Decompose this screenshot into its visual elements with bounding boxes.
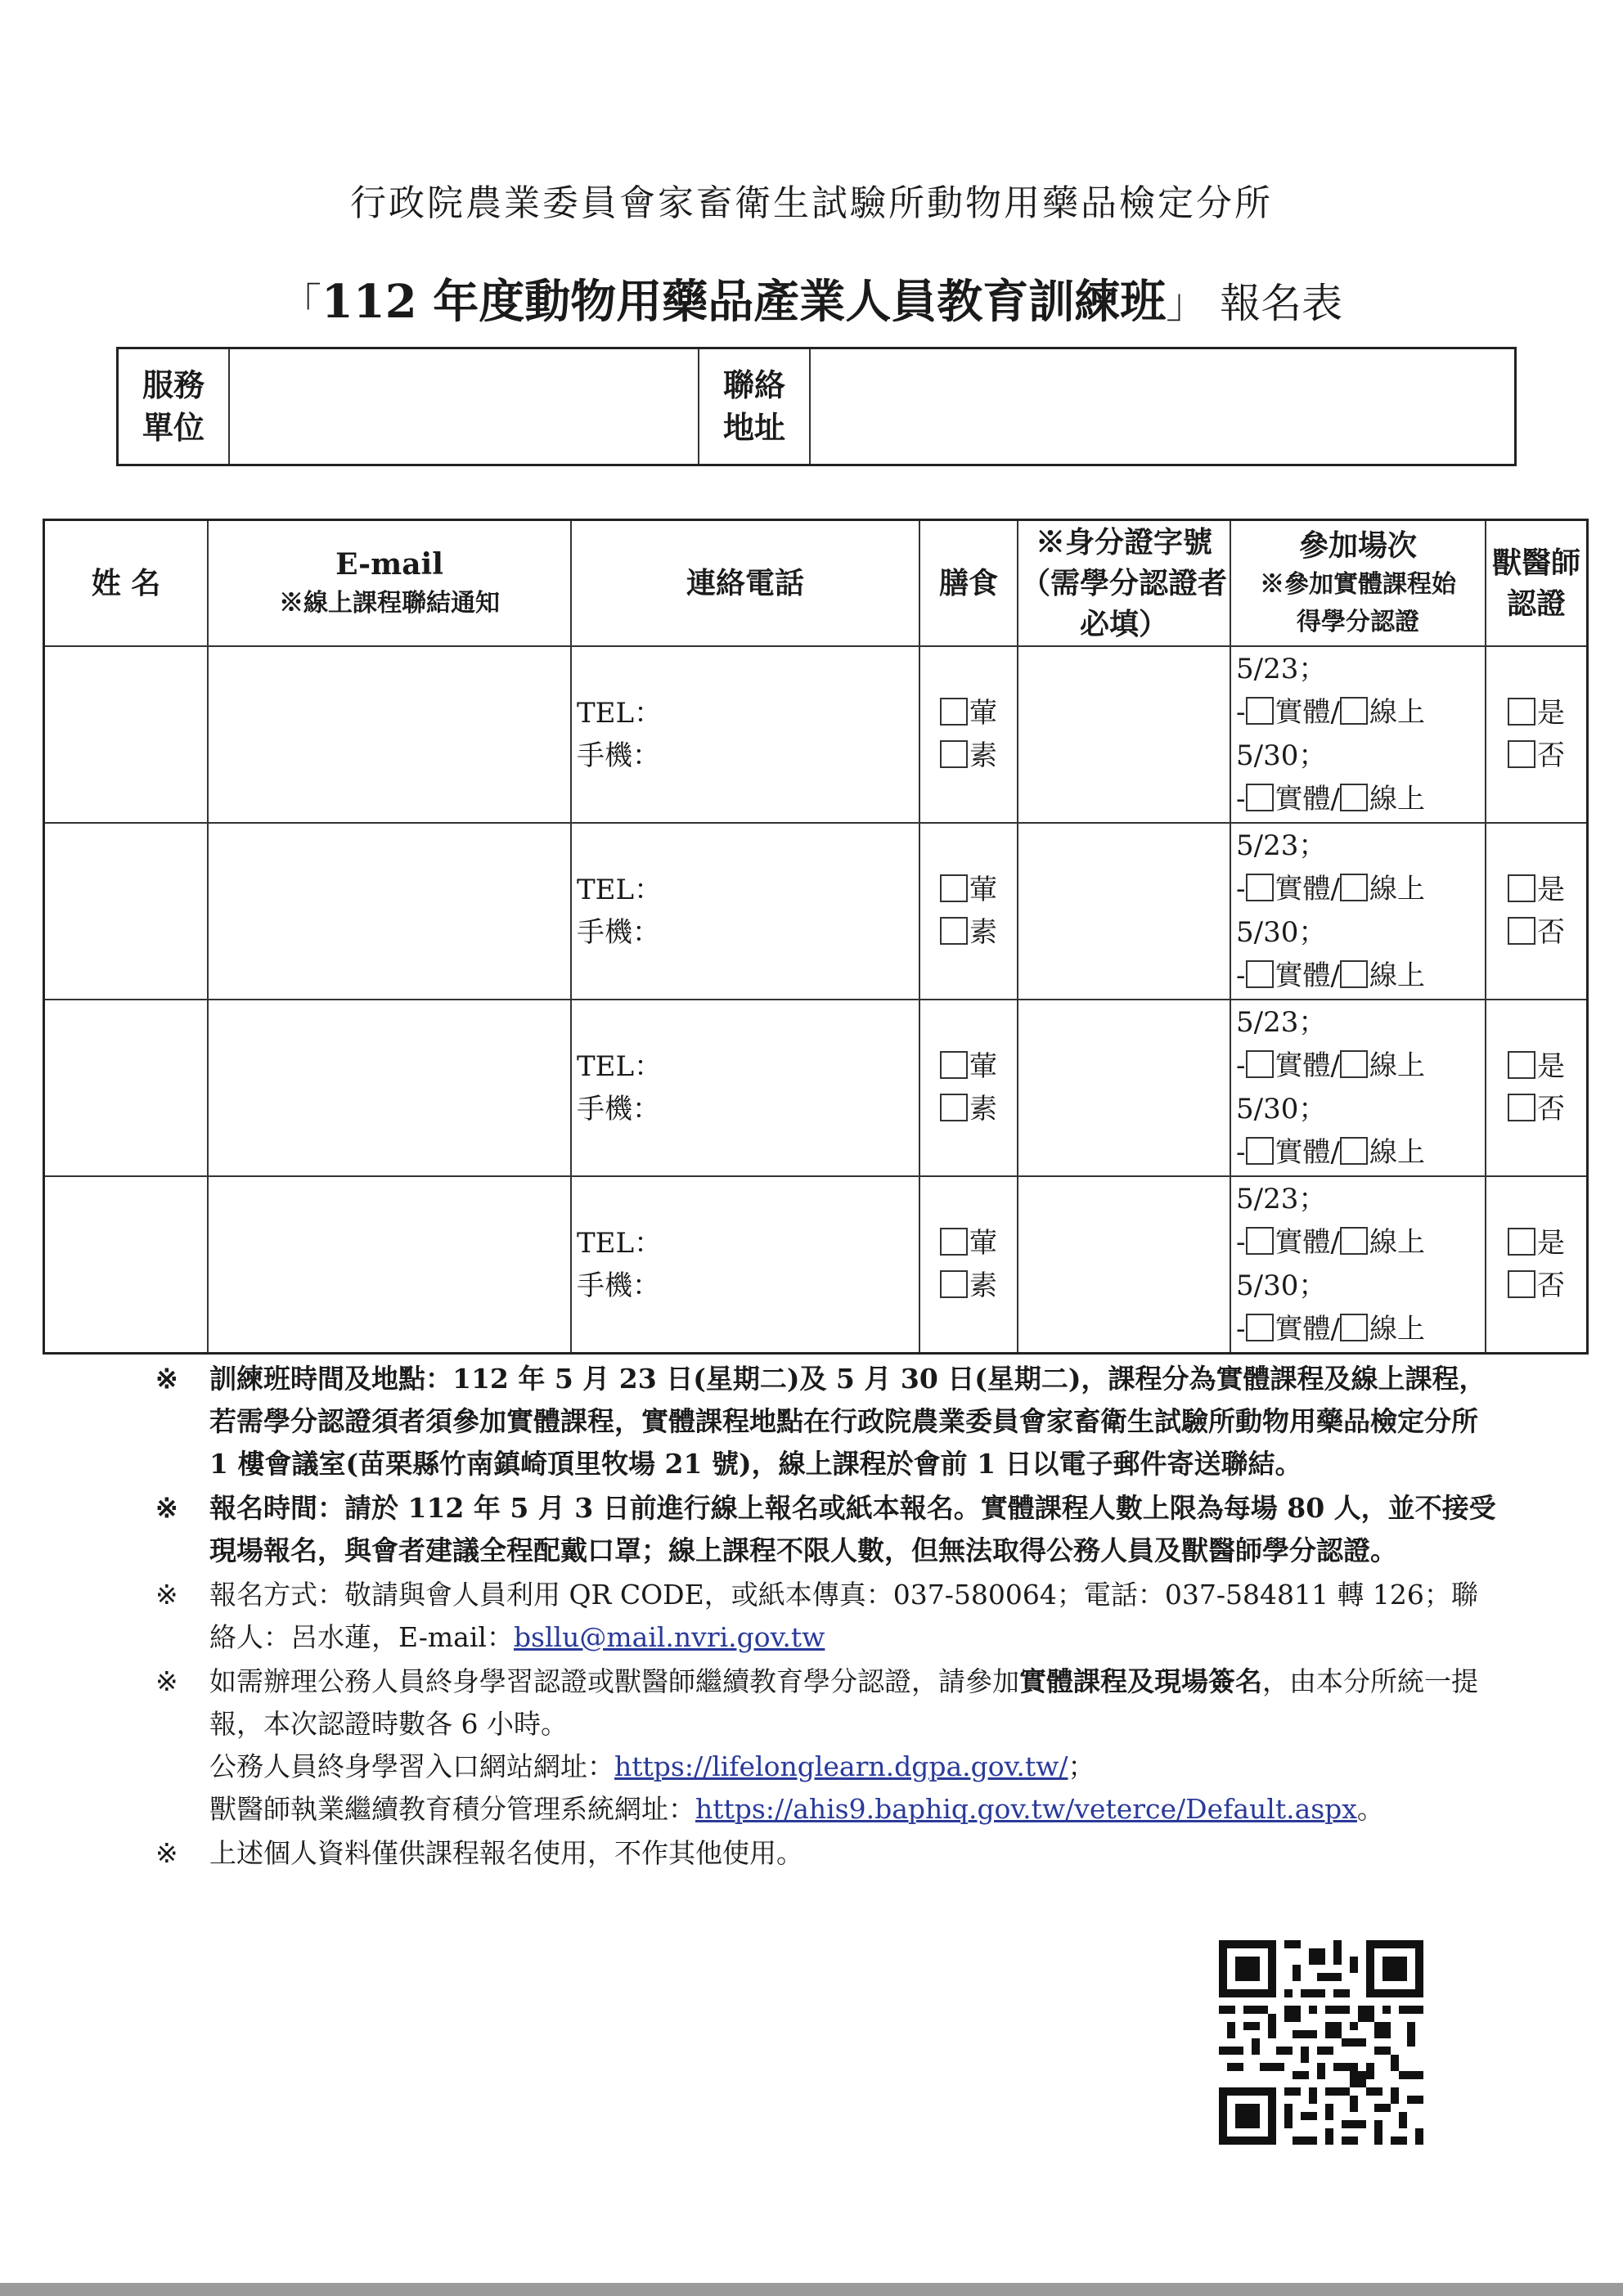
note-registration-time: ※ 報名時間：請於 112 年 5 月 3 日前進行線上報名或紙本報名。實體課程人數上限為每場 80 人，並不接受現場報名，與會者建議全程配戴口罩；線上課程不限人數，但無法取得公務人員及獸醫師學分認證。 — [155, 1492, 1496, 1566]
physical-checkbox[interactable] — [1246, 1314, 1274, 1341]
email-field[interactable] — [208, 1176, 571, 1354]
vet-options: 是 否 — [1486, 1176, 1588, 1354]
form-suffix: 報名表 — [1220, 280, 1343, 327]
meal-options: 葷 素 — [919, 823, 1018, 1000]
meal-options: 葷 素 — [919, 1000, 1018, 1176]
id-field[interactable] — [1018, 823, 1230, 1000]
veg-checkbox[interactable] — [940, 917, 968, 945]
meat-checkbox[interactable] — [940, 1051, 968, 1079]
name-field[interactable] — [44, 1000, 209, 1176]
online-checkbox[interactable] — [1340, 960, 1368, 988]
session-options: 5/23； - 實體/ 線上 5/30； - 實體/ 線上 — [1230, 646, 1486, 823]
table-row — [44, 1176, 1588, 1354]
vet-options: 是 否 — [1486, 646, 1588, 823]
physical-checkbox[interactable] — [1246, 1050, 1274, 1078]
phone-field[interactable]: TEL： 手機： — [571, 823, 919, 1000]
scan-edge — [0, 2283, 1623, 2296]
address-label: 聯絡 地址 — [699, 348, 810, 465]
table-row — [44, 646, 1588, 823]
yes-checkbox[interactable] — [1508, 1228, 1535, 1256]
online-checkbox[interactable] — [1340, 1227, 1368, 1255]
address-field[interactable] — [810, 348, 1516, 465]
col-session: 參加場次 ※參加實體課程始 得學分認證 — [1230, 520, 1486, 647]
email-field[interactable] — [208, 823, 571, 1000]
online-checkbox[interactable] — [1340, 1050, 1368, 1078]
physical-checkbox[interactable] — [1246, 784, 1274, 811]
veg-checkbox[interactable] — [940, 1094, 968, 1121]
id-field[interactable] — [1018, 1176, 1230, 1354]
physical-checkbox[interactable] — [1246, 960, 1274, 988]
lifelong-learning-link[interactable]: https://lifelonglearn.dgpa.gov.tw/ — [614, 1750, 1068, 1782]
no-checkbox[interactable] — [1508, 1270, 1535, 1298]
form-title: 「112 年度動物用藥品產業人員教育訓練班」 報名表 — [280, 275, 1343, 329]
phone-field[interactable]: TEL： 手機： — [571, 646, 919, 823]
note-certification: ※ 如需辦理公務人員終身學習認證或獸醫師繼續教育學分認證，請參加實體課程及現場簽名，由本分所統一提報，本次認證時數各 6 小時。 公務人員終身學習入口網站網址：https://lifelonglearn.dgpa.gov.tw/； 獸醫師執業繼續教育積分管理系統網址：https://ahis9.baphiq.gov.tw/veterce/Default.aspx。 — [155, 1665, 1478, 1825]
physical-checkbox[interactable] — [1246, 697, 1274, 725]
online-checkbox[interactable] — [1340, 784, 1368, 811]
note-privacy: ※ 上述個人資料僅供課程報名使用，不作其他使用。 — [155, 1837, 803, 1869]
yes-checkbox[interactable] — [1508, 1051, 1535, 1079]
course-name: 112 年度動物用藥品產業人員教育訓練班 — [321, 275, 1167, 329]
veg-checkbox[interactable] — [940, 740, 968, 768]
yes-checkbox[interactable] — [1508, 698, 1535, 726]
no-checkbox[interactable] — [1508, 1094, 1535, 1121]
col-name: 姓 名 — [44, 520, 209, 647]
physical-checkbox[interactable] — [1246, 874, 1274, 901]
service-unit-label: 服務 單位 — [118, 348, 230, 465]
notes-section — [155, 1358, 1497, 1876]
vet-options: 是 否 — [1486, 1000, 1588, 1176]
meal-options: 葷 素 — [919, 1176, 1018, 1354]
phone-field[interactable]: TEL： 手機： — [571, 1000, 919, 1176]
no-checkbox[interactable] — [1508, 740, 1535, 768]
vet-education-link[interactable]: https://ahis9.baphiq.gov.tw/veterce/Default.aspx — [695, 1793, 1357, 1825]
session-options: 5/23； - 實體/ 線上 5/30； - 實體/ 線上 — [1230, 823, 1486, 1000]
online-checkbox[interactable] — [1340, 874, 1368, 901]
meat-checkbox[interactable] — [940, 1228, 968, 1256]
table-row — [44, 823, 1588, 1000]
email-field[interactable] — [208, 646, 571, 823]
note-schedule: ※ 訓練班時間及地點：112 年 5 月 23 日(星期二)及 5 月 30 日(星期二)，課程分為實體課程及線上課程，若需學分認證須者須參加實體課程，實體課程地點在行政院農業委員會家畜衛生試驗所動物用藥品檢定分所 1 樓會議室(苗栗縣竹南鎮崎頂里牧場 21 號)，線上課程於會前 1 日以電子郵件寄送聯結。 — [155, 1363, 1486, 1480]
yes-checkbox[interactable] — [1508, 874, 1535, 902]
email-field[interactable] — [208, 1000, 571, 1176]
physical-checkbox[interactable] — [1246, 1137, 1274, 1165]
online-checkbox[interactable] — [1340, 1314, 1368, 1341]
service-unit-field[interactable] — [229, 348, 699, 465]
unit-table — [116, 347, 1517, 466]
table-row — [44, 1000, 1588, 1176]
session-options: 5/23； - 實體/ 線上 5/30； - 實體/ 線上 — [1230, 1000, 1486, 1176]
qr-code-icon[interactable] — [1219, 1940, 1423, 2145]
name-field[interactable] — [44, 1176, 209, 1354]
header-row — [44, 520, 1588, 647]
registration-table — [43, 519, 1589, 1355]
col-id: ※身分證字號 （需學分認證者 必填） — [1018, 520, 1230, 647]
session-options: 5/23； - 實體/ 線上 5/30； - 實體/ 線上 — [1230, 1176, 1486, 1354]
name-field[interactable] — [44, 646, 209, 823]
id-field[interactable] — [1018, 646, 1230, 823]
vet-options: 是 否 — [1486, 823, 1588, 1000]
no-checkbox[interactable] — [1508, 917, 1535, 945]
physical-checkbox[interactable] — [1246, 1227, 1274, 1255]
meal-options: 葷 素 — [919, 646, 1018, 823]
contact-email-link[interactable]: bsllu@mail.nvri.gov.tw — [513, 1621, 825, 1653]
col-phone: 連絡電話 — [571, 520, 919, 647]
phone-field[interactable]: TEL： 手機： — [571, 1176, 919, 1354]
online-checkbox[interactable] — [1340, 1137, 1368, 1165]
meat-checkbox[interactable] — [940, 874, 968, 902]
col-vet: 獸醫師 認證 — [1486, 520, 1588, 647]
meat-checkbox[interactable] — [940, 698, 968, 726]
name-field[interactable] — [44, 823, 209, 1000]
note-registration-method: ※ 報名方式：敬請與會人員利用 QR CODE，或紙本傳真：037-580064；電話：037-584811 轉 126；聯絡人：呂水蓮，E-mail：bsllu@mail.nvri.gov.tw — [155, 1579, 1478, 1653]
col-meal: 膳食 — [919, 520, 1018, 647]
veg-checkbox[interactable] — [940, 1270, 968, 1298]
agency-title: 行政院農業委員會家畜衛生試驗所動物用藥品檢定分所 — [350, 182, 1273, 224]
id-field[interactable] — [1018, 1000, 1230, 1176]
online-checkbox[interactable] — [1340, 697, 1368, 725]
col-email: E-mail ※線上課程聯結通知 — [208, 520, 571, 647]
